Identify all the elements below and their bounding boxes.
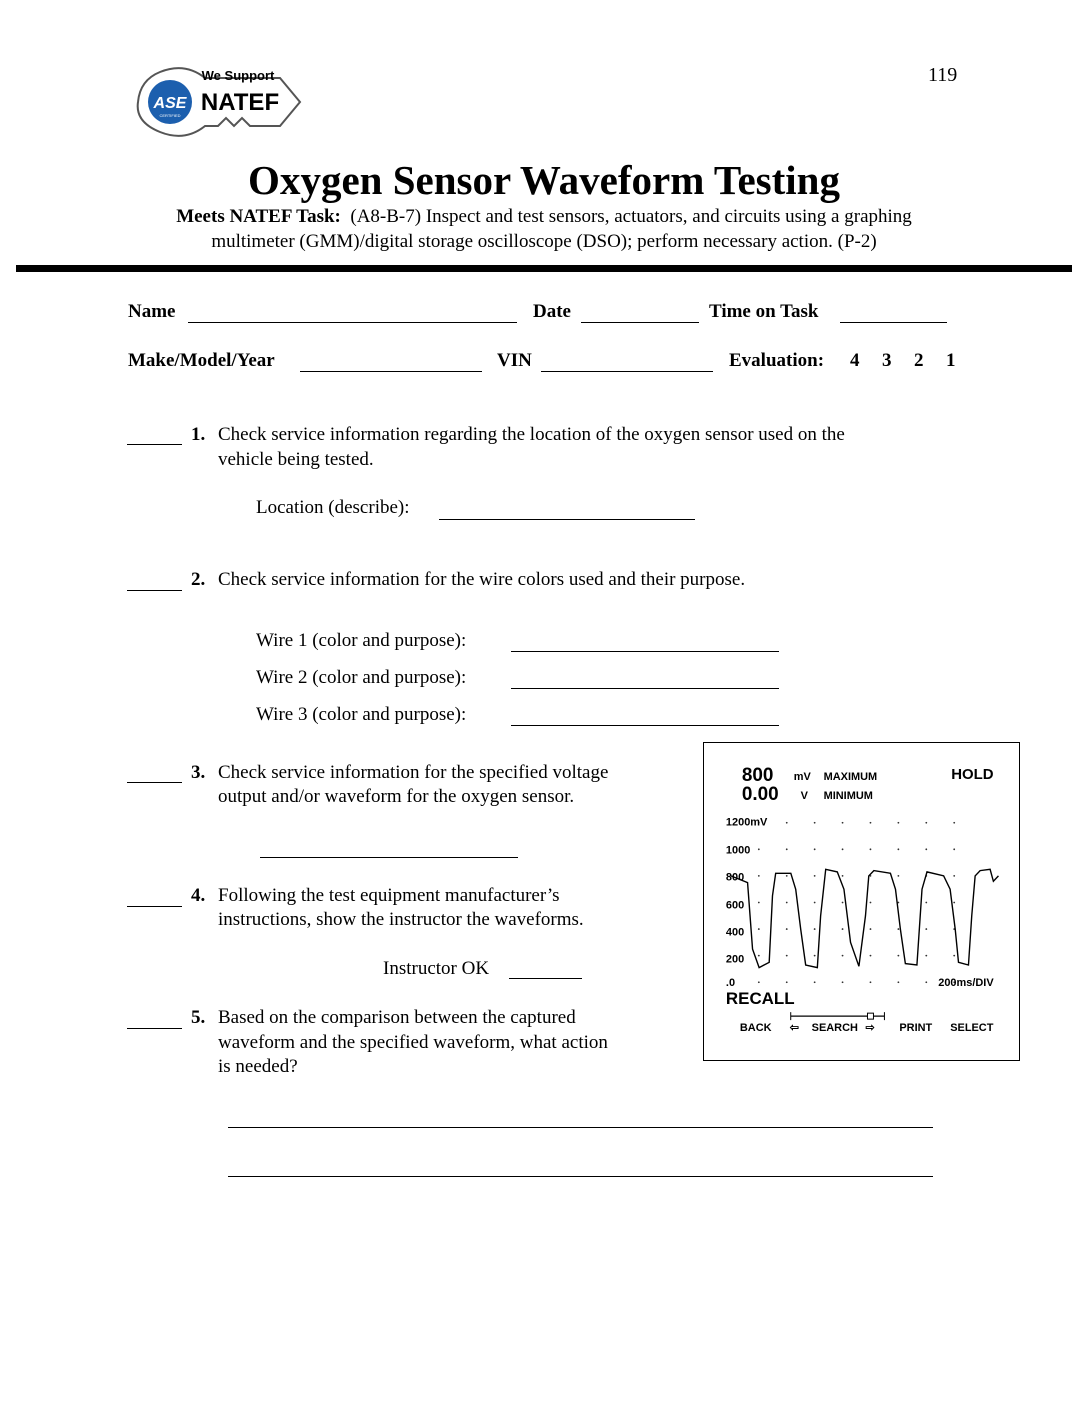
step-4-check-field[interactable] bbox=[127, 906, 182, 907]
step-3-number: 3. bbox=[191, 762, 206, 783]
step-5-text-3: is needed? bbox=[218, 1056, 298, 1077]
grid-dot bbox=[814, 822, 816, 824]
step-4-text: Following the test equipment manufacturer’s bbox=[218, 885, 560, 906]
evaluation-score-2[interactable]: 2 bbox=[914, 350, 924, 371]
date-field[interactable] bbox=[581, 322, 699, 323]
instructor-ok-field[interactable] bbox=[509, 978, 582, 979]
grid-dot bbox=[870, 822, 872, 824]
grid-dot bbox=[870, 848, 872, 850]
grid-dot bbox=[814, 955, 816, 957]
grid-dot bbox=[842, 875, 844, 877]
grid-dot bbox=[786, 955, 788, 957]
scope-min-unit: V bbox=[800, 789, 809, 802]
wire-1-field[interactable] bbox=[511, 651, 779, 652]
step-3-text-2: output and/or waveform for the oxygen sensor. bbox=[218, 786, 575, 807]
grid-dot bbox=[814, 902, 816, 904]
step-1-text: Check service information regarding the location of the oxygen sensor used on the bbox=[218, 424, 845, 445]
grid-dot bbox=[814, 875, 816, 877]
grid-dot bbox=[953, 875, 955, 877]
grid-dot bbox=[870, 981, 872, 983]
grid-dot bbox=[814, 981, 816, 983]
grid-dot bbox=[786, 981, 788, 983]
name-field[interactable] bbox=[188, 322, 517, 323]
grid-dot bbox=[870, 955, 872, 957]
instructor-ok-label: Instructor OK bbox=[383, 958, 490, 979]
scope-y-label: 1200mV bbox=[725, 816, 768, 829]
location-field[interactable] bbox=[439, 519, 695, 520]
scope-min-value: 0.00 bbox=[741, 783, 779, 805]
grid-dot bbox=[953, 822, 955, 824]
date-label: Date bbox=[533, 301, 571, 322]
grid-dot bbox=[925, 955, 927, 957]
evaluation-score-3[interactable]: 3 bbox=[882, 350, 892, 371]
grid-dot bbox=[758, 981, 760, 983]
grid-dot bbox=[925, 822, 927, 824]
scope-max-label: MAXIMUM bbox=[823, 770, 878, 783]
grid-dot bbox=[925, 902, 927, 904]
step-5-text-2: waveform and the specified waveform, what action bbox=[218, 1032, 608, 1053]
task-description bbox=[0, 204, 1088, 254]
grid-dot bbox=[897, 955, 899, 957]
grid-dot bbox=[897, 928, 899, 930]
step-5-text: Based on the comparison between the captured bbox=[218, 1007, 576, 1028]
grid-dot bbox=[925, 981, 927, 983]
right-arrow-icon: ⇨ bbox=[865, 1022, 875, 1035]
step-1-number: 1. bbox=[191, 424, 206, 445]
scope-y-label: 600 bbox=[725, 899, 745, 912]
scope-y-label: .0 bbox=[725, 977, 736, 990]
grid-dot bbox=[786, 875, 788, 877]
action-field-2[interactable] bbox=[228, 1176, 933, 1177]
page-number: 119 bbox=[928, 64, 958, 86]
scope-y-label: 1000 bbox=[725, 844, 751, 857]
grid-dot bbox=[842, 902, 844, 904]
grid-dot bbox=[897, 822, 899, 824]
task-label: Meets NATEF Task: bbox=[176, 206, 341, 227]
scope-timebase: 200ms/DIV bbox=[938, 977, 994, 990]
scope-back-button: BACK bbox=[739, 1022, 772, 1035]
location-label: Location (describe): bbox=[256, 497, 410, 518]
scope-max-unit: mV bbox=[793, 770, 811, 783]
step-2-text: Check service information for the wire colors used and their purpose. bbox=[218, 569, 746, 590]
scope-max-value: 800 bbox=[741, 764, 774, 786]
divider bbox=[16, 265, 1072, 272]
left-arrow-icon: ⇦ bbox=[789, 1022, 799, 1035]
scope-search-button: SEARCH bbox=[811, 1022, 858, 1035]
wire-1-label: Wire 1 (color and purpose): bbox=[256, 630, 467, 651]
vin-field[interactable] bbox=[541, 371, 713, 372]
step-1-check-field[interactable] bbox=[127, 444, 182, 445]
step-2-check-field[interactable] bbox=[127, 590, 182, 591]
vin-label: VIN bbox=[497, 350, 532, 371]
step-4-text-2: instructions, show the instructor the waveforms. bbox=[218, 909, 584, 930]
search-slider-handle bbox=[867, 1013, 873, 1019]
step-1-text-2: vehicle being tested. bbox=[218, 449, 374, 470]
grid-dot bbox=[786, 848, 788, 850]
scope-min-label: MINIMUM bbox=[823, 789, 873, 802]
wire-2-field[interactable] bbox=[511, 688, 779, 689]
scope-y-label: 200 bbox=[725, 953, 745, 966]
grid-dot bbox=[953, 955, 955, 957]
task-text-2: multimeter (GMM)/digital storage oscilloscope (DSO); perform necessary action. (P-2) bbox=[211, 231, 877, 252]
grid-dot bbox=[786, 822, 788, 824]
grid-dot bbox=[758, 928, 760, 930]
specified-voltage-field[interactable] bbox=[260, 857, 518, 858]
scope-waveform bbox=[731, 869, 999, 967]
scope-print-button: PRINT bbox=[899, 1022, 933, 1035]
grid-dot bbox=[842, 848, 844, 850]
make-model-year-field[interactable] bbox=[300, 371, 482, 372]
logo-badge-sub: CERTIFIED bbox=[159, 113, 181, 118]
step-5-number: 5. bbox=[191, 1007, 206, 1028]
grid-dot bbox=[842, 955, 844, 957]
grid-dot bbox=[842, 822, 844, 824]
grid-dot bbox=[814, 928, 816, 930]
grid-dot bbox=[758, 875, 760, 877]
grid-dot bbox=[953, 848, 955, 850]
grid-dot bbox=[758, 955, 760, 957]
scope-y-label: 800 bbox=[725, 871, 745, 884]
page-title: Oxygen Sensor Waveform Testing bbox=[248, 157, 840, 203]
evaluation-score-4[interactable]: 4 bbox=[850, 350, 860, 371]
wire-3-field[interactable] bbox=[511, 725, 779, 726]
evaluation-score-1[interactable]: 1 bbox=[946, 350, 956, 371]
grid-dot bbox=[814, 848, 816, 850]
name-label: Name bbox=[128, 301, 176, 322]
logo-badge-text: ASE bbox=[153, 95, 187, 112]
grid-dot bbox=[953, 902, 955, 904]
wire-2-label: Wire 2 (color and purpose): bbox=[256, 667, 467, 688]
evaluation-label: Evaluation: bbox=[729, 350, 825, 371]
grid-dot bbox=[897, 875, 899, 877]
action-field-1[interactable] bbox=[228, 1127, 933, 1128]
step-3-check-field[interactable] bbox=[127, 782, 182, 783]
step-5-check-field[interactable] bbox=[127, 1028, 182, 1029]
scope-select-button: SELECT bbox=[950, 1022, 994, 1035]
scope-y-label: 400 bbox=[725, 926, 745, 939]
grid-dot bbox=[925, 928, 927, 930]
grid-dot bbox=[925, 848, 927, 850]
grid-dot bbox=[786, 928, 788, 930]
natef-logo bbox=[130, 60, 310, 150]
time-on-task-field[interactable] bbox=[840, 322, 947, 323]
grid-dot bbox=[842, 928, 844, 930]
grid-dot bbox=[897, 848, 899, 850]
step-2-number: 2. bbox=[191, 569, 206, 590]
make-model-year-label: Make/Model/Year bbox=[128, 350, 275, 371]
logo-top-text: We Support bbox=[201, 68, 275, 83]
task-text-1: (A8-B-7) Inspect and test sensors, actuators, and circuits using a graphing bbox=[350, 206, 912, 227]
grid-dot bbox=[870, 928, 872, 930]
scope-recall: RECALL bbox=[725, 989, 795, 1009]
logo-main-text: NATEF bbox=[200, 89, 280, 116]
wire-3-label: Wire 3 (color and purpose): bbox=[256, 704, 467, 725]
grid-dot bbox=[897, 981, 899, 983]
grid-dot bbox=[870, 902, 872, 904]
scope-mode: HOLD bbox=[951, 765, 994, 783]
grid-dot bbox=[786, 902, 788, 904]
grid-dot bbox=[758, 848, 760, 850]
step-3-text: Check service information for the specified voltage bbox=[218, 762, 609, 783]
time-on-task-label: Time on Task bbox=[709, 301, 819, 322]
grid-dot bbox=[842, 981, 844, 983]
oscilloscope-screen bbox=[703, 742, 1020, 1061]
step-4-number: 4. bbox=[191, 885, 206, 906]
grid-dot bbox=[758, 902, 760, 904]
